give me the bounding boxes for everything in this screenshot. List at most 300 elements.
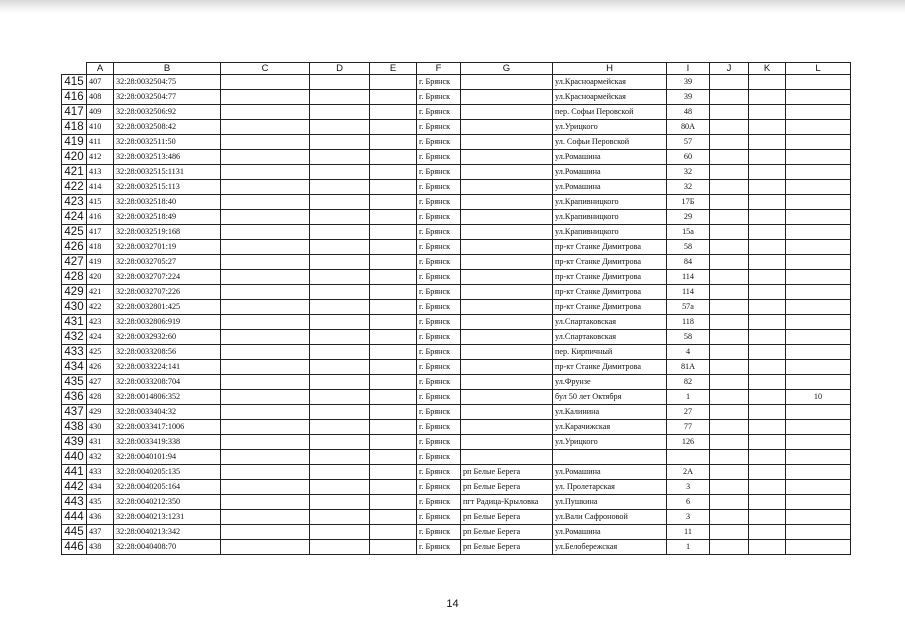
cell-j xyxy=(710,285,749,300)
cell-b: 32:28:0040213:1231 xyxy=(114,510,221,525)
cell-j xyxy=(710,450,749,465)
column-header-k: K xyxy=(749,63,786,75)
table-row xyxy=(62,255,851,270)
cell-e xyxy=(370,525,417,540)
cell-d xyxy=(310,465,370,480)
cell-d xyxy=(310,120,370,135)
table-row xyxy=(62,480,851,495)
corner-cell xyxy=(62,63,87,75)
cell-b: 32:28:0014806:352 xyxy=(114,390,221,405)
cell-g xyxy=(461,270,553,285)
cell-f: г. Брянск xyxy=(417,375,461,390)
cell-k xyxy=(749,150,786,165)
cell-c xyxy=(221,315,310,330)
cell-l xyxy=(786,315,851,330)
row-number: 434 xyxy=(62,360,87,375)
cell-h: ул.Ромашина xyxy=(553,525,667,540)
cell-f: г. Брянск xyxy=(417,465,461,480)
cell-b: 32:28:0033208:56 xyxy=(114,345,221,360)
cell-f: г. Брянск xyxy=(417,75,461,90)
cell-l: 10 xyxy=(786,390,851,405)
column-header-h: H xyxy=(553,63,667,75)
cell-e xyxy=(370,330,417,345)
cell-d xyxy=(310,195,370,210)
cell-g xyxy=(461,165,553,180)
cell-e xyxy=(370,285,417,300)
cell-h: пр-кт Станке Димитрова xyxy=(553,270,667,285)
cell-f: г. Брянск xyxy=(417,420,461,435)
cell-a: 420 xyxy=(87,270,114,285)
cell-l xyxy=(786,510,851,525)
cell-f: г. Брянск xyxy=(417,225,461,240)
cell-l xyxy=(786,240,851,255)
cell-d xyxy=(310,105,370,120)
row-number: 442 xyxy=(62,480,87,495)
row-number: 417 xyxy=(62,105,87,120)
cell-c xyxy=(221,465,310,480)
table-row xyxy=(62,435,851,450)
cell-d xyxy=(310,495,370,510)
cell-g xyxy=(461,105,553,120)
cell-d xyxy=(310,360,370,375)
column-header-e: E xyxy=(370,63,417,75)
row-number: 427 xyxy=(62,255,87,270)
column-header-l: L xyxy=(786,63,851,75)
cell-c xyxy=(221,75,310,90)
cell-g xyxy=(461,420,553,435)
cell-b: 32:28:0032705:27 xyxy=(114,255,221,270)
cell-j xyxy=(710,360,749,375)
cell-i: 1 xyxy=(667,390,710,405)
cell-h: ул.Фрунзе xyxy=(553,375,667,390)
cell-b: 32:28:0032504:77 xyxy=(114,90,221,105)
cell-i: 3 xyxy=(667,480,710,495)
cell-c xyxy=(221,525,310,540)
cell-k xyxy=(749,390,786,405)
cell-j xyxy=(710,255,749,270)
cell-h: ул.Ромашина xyxy=(553,465,667,480)
cell-h: ул.Белобережская xyxy=(553,540,667,555)
row-number: 420 xyxy=(62,150,87,165)
row-number: 419 xyxy=(62,135,87,150)
cell-f: г. Брянск xyxy=(417,450,461,465)
cell-h: ул.Спартаковская xyxy=(553,315,667,330)
column-header-j: J xyxy=(710,63,749,75)
cell-c xyxy=(221,375,310,390)
cell-h: ул.Пушкина xyxy=(553,495,667,510)
cell-k xyxy=(749,75,786,90)
table-row xyxy=(62,390,851,405)
table-row xyxy=(62,120,851,135)
cell-i: 118 xyxy=(667,315,710,330)
cell-a: 422 xyxy=(87,300,114,315)
cell-d xyxy=(310,480,370,495)
cell-i: 6 xyxy=(667,495,710,510)
cell-c xyxy=(221,330,310,345)
cell-k xyxy=(749,360,786,375)
cell-h: ул.Урицкого xyxy=(553,120,667,135)
cell-e xyxy=(370,75,417,90)
cell-j xyxy=(710,270,749,285)
cell-k xyxy=(749,525,786,540)
cell-j xyxy=(710,105,749,120)
cell-b: 32:28:0032707:224 xyxy=(114,270,221,285)
cell-d xyxy=(310,135,370,150)
cell-g xyxy=(461,390,553,405)
cell-f: г. Брянск xyxy=(417,390,461,405)
cell-k xyxy=(749,120,786,135)
cell-b: 32:28:0032515:1131 xyxy=(114,165,221,180)
cell-f: г. Брянск xyxy=(417,300,461,315)
cell-g xyxy=(461,375,553,390)
cell-g xyxy=(461,300,553,315)
cell-g xyxy=(461,210,553,225)
table-row xyxy=(62,300,851,315)
table-row xyxy=(62,330,851,345)
column-header-a: A xyxy=(87,63,114,75)
cell-a: 409 xyxy=(87,105,114,120)
cell-k xyxy=(749,195,786,210)
cell-e xyxy=(370,195,417,210)
row-number: 444 xyxy=(62,510,87,525)
cell-j xyxy=(710,420,749,435)
cell-l xyxy=(786,135,851,150)
cell-i: 84 xyxy=(667,255,710,270)
cell-c xyxy=(221,540,310,555)
cell-f: г. Брянск xyxy=(417,270,461,285)
cell-c xyxy=(221,270,310,285)
cell-f: г. Брянск xyxy=(417,405,461,420)
cell-a: 407 xyxy=(87,75,114,90)
cell-a: 430 xyxy=(87,420,114,435)
cell-a: 425 xyxy=(87,345,114,360)
cell-j xyxy=(710,75,749,90)
cell-i: 11 xyxy=(667,525,710,540)
row-number: 439 xyxy=(62,435,87,450)
table-row xyxy=(62,90,851,105)
cell-f: г. Брянск xyxy=(417,90,461,105)
cell-j xyxy=(710,540,749,555)
cell-k xyxy=(749,540,786,555)
cell-g: рп Белые Берега xyxy=(461,465,553,480)
scan-edge xyxy=(0,0,905,14)
cell-e xyxy=(370,465,417,480)
cell-b: 32:28:0040212:350 xyxy=(114,495,221,510)
cell-i: 60 xyxy=(667,150,710,165)
cell-b: 32:28:0032801:425 xyxy=(114,300,221,315)
cell-j xyxy=(710,135,749,150)
cell-e xyxy=(370,120,417,135)
cell-a: 415 xyxy=(87,195,114,210)
cell-g xyxy=(461,330,553,345)
cell-d xyxy=(310,270,370,285)
cell-a: 436 xyxy=(87,510,114,525)
cell-h: ул.Крапивницкого xyxy=(553,195,667,210)
cell-l xyxy=(786,405,851,420)
cell-g: пгт Радица-Крыловка xyxy=(461,495,553,510)
cell-c xyxy=(221,210,310,225)
cell-e xyxy=(370,510,417,525)
cell-i: 114 xyxy=(667,270,710,285)
cell-a: 418 xyxy=(87,240,114,255)
cell-a: 421 xyxy=(87,285,114,300)
cell-g: рп Белые Берега xyxy=(461,510,553,525)
cell-b: 32:28:0032707:226 xyxy=(114,285,221,300)
row-number: 437 xyxy=(62,405,87,420)
cell-k xyxy=(749,135,786,150)
spreadsheet-table xyxy=(61,62,851,555)
cell-g: рп Белые Берега xyxy=(461,480,553,495)
cell-f: г. Брянск xyxy=(417,105,461,120)
cell-k xyxy=(749,345,786,360)
cell-l xyxy=(786,165,851,180)
cell-g xyxy=(461,240,553,255)
cell-a: 416 xyxy=(87,210,114,225)
cell-h: пр-кт Станке Димитрова xyxy=(553,285,667,300)
cell-l xyxy=(786,75,851,90)
cell-l xyxy=(786,105,851,120)
cell-h: ул.Ромашина xyxy=(553,150,667,165)
cell-i: 4 xyxy=(667,345,710,360)
cell-b: 32:28:0032518:40 xyxy=(114,195,221,210)
cell-b: 32:28:0032932:60 xyxy=(114,330,221,345)
table-row xyxy=(62,420,851,435)
table-row xyxy=(62,495,851,510)
cell-l xyxy=(786,525,851,540)
cell-h: ул.Ромашина xyxy=(553,165,667,180)
column-header-d: D xyxy=(310,63,370,75)
cell-c xyxy=(221,105,310,120)
row-number: 424 xyxy=(62,210,87,225)
cell-b: 32:28:0032701:19 xyxy=(114,240,221,255)
cell-g xyxy=(461,120,553,135)
cell-i: 80А xyxy=(667,120,710,135)
cell-b: 32:28:0032504:75 xyxy=(114,75,221,90)
cell-k xyxy=(749,255,786,270)
cell-f: г. Брянск xyxy=(417,150,461,165)
cell-l xyxy=(786,495,851,510)
cell-i: 39 xyxy=(667,90,710,105)
cell-c xyxy=(221,195,310,210)
row-number: 421 xyxy=(62,165,87,180)
cell-g xyxy=(461,150,553,165)
cell-e xyxy=(370,135,417,150)
cell-k xyxy=(749,105,786,120)
cell-j xyxy=(710,480,749,495)
cell-c xyxy=(221,255,310,270)
column-header-i: I xyxy=(667,63,710,75)
table-row xyxy=(62,405,851,420)
table-row xyxy=(62,315,851,330)
row-number: 432 xyxy=(62,330,87,345)
table-row xyxy=(62,345,851,360)
cell-a: 427 xyxy=(87,375,114,390)
cell-e xyxy=(370,315,417,330)
cell-h: ул.Крапивницкого xyxy=(553,225,667,240)
cell-c xyxy=(221,225,310,240)
cell-l xyxy=(786,300,851,315)
cell-h: пр-кт Станке Димитрова xyxy=(553,240,667,255)
cell-e xyxy=(370,450,417,465)
cell-d xyxy=(310,210,370,225)
cell-g xyxy=(461,360,553,375)
table-row xyxy=(62,540,851,555)
cell-f: г. Брянск xyxy=(417,285,461,300)
table-row xyxy=(62,105,851,120)
cell-l xyxy=(786,480,851,495)
row-number: 428 xyxy=(62,270,87,285)
cell-e xyxy=(370,360,417,375)
cell-e xyxy=(370,390,417,405)
cell-k xyxy=(749,375,786,390)
table-row xyxy=(62,450,851,465)
cell-d xyxy=(310,300,370,315)
cell-h: ул.Ромашина xyxy=(553,180,667,195)
cell-k xyxy=(749,270,786,285)
cell-l xyxy=(786,225,851,240)
cell-e xyxy=(370,180,417,195)
cell-l xyxy=(786,345,851,360)
row-number: 446 xyxy=(62,540,87,555)
cell-k xyxy=(749,405,786,420)
row-number: 426 xyxy=(62,240,87,255)
cell-c xyxy=(221,420,310,435)
cell-i: 27 xyxy=(667,405,710,420)
row-number: 443 xyxy=(62,495,87,510)
cell-f: г. Брянск xyxy=(417,525,461,540)
cell-h: ул.Спартаковская xyxy=(553,330,667,345)
cell-k xyxy=(749,225,786,240)
cell-a: 419 xyxy=(87,255,114,270)
cell-b: 32:28:0040205:164 xyxy=(114,480,221,495)
cell-d xyxy=(310,405,370,420)
cell-e xyxy=(370,105,417,120)
cell-j xyxy=(710,150,749,165)
table-row xyxy=(62,210,851,225)
table-row xyxy=(62,180,851,195)
cell-k xyxy=(749,480,786,495)
cell-k xyxy=(749,465,786,480)
row-number: 423 xyxy=(62,195,87,210)
page-number: 14 xyxy=(446,598,459,610)
table-row xyxy=(62,465,851,480)
cell-c xyxy=(221,510,310,525)
cell-e xyxy=(370,345,417,360)
cell-l xyxy=(786,120,851,135)
cell-b: 32:28:0032519:168 xyxy=(114,225,221,240)
cell-l xyxy=(786,375,851,390)
cell-d xyxy=(310,240,370,255)
cell-g xyxy=(461,450,553,465)
table-row xyxy=(62,195,851,210)
row-number: 433 xyxy=(62,345,87,360)
cell-f: г. Брянск xyxy=(417,495,461,510)
row-number: 425 xyxy=(62,225,87,240)
cell-l xyxy=(786,285,851,300)
cell-d xyxy=(310,255,370,270)
table-row xyxy=(62,525,851,540)
cell-k xyxy=(749,450,786,465)
cell-d xyxy=(310,390,370,405)
cell-i: 81А xyxy=(667,360,710,375)
row-number: 418 xyxy=(62,120,87,135)
cell-e xyxy=(370,210,417,225)
cell-j xyxy=(710,465,749,480)
cell-f: г. Брянск xyxy=(417,480,461,495)
cell-j xyxy=(710,345,749,360)
cell-d xyxy=(310,420,370,435)
cell-g xyxy=(461,345,553,360)
cell-g xyxy=(461,195,553,210)
cell-b: 32:28:0032513:486 xyxy=(114,150,221,165)
row-number: 430 xyxy=(62,300,87,315)
cell-j xyxy=(710,120,749,135)
row-number: 431 xyxy=(62,315,87,330)
cell-k xyxy=(749,240,786,255)
cell-f: г. Брянск xyxy=(417,330,461,345)
cell-h: пер. Софьи Перовской xyxy=(553,105,667,120)
cell-b: 32:28:0040101:94 xyxy=(114,450,221,465)
cell-g xyxy=(461,225,553,240)
row-number: 416 xyxy=(62,90,87,105)
cell-h: ул.Вали Сафроновой xyxy=(553,510,667,525)
cell-k xyxy=(749,165,786,180)
cell-h: пер. Кирпичный xyxy=(553,345,667,360)
cell-c xyxy=(221,285,310,300)
cell-k xyxy=(749,435,786,450)
cell-e xyxy=(370,270,417,285)
column-header-c: C xyxy=(221,63,310,75)
row-number: 415 xyxy=(62,75,87,90)
table-row xyxy=(62,360,851,375)
cell-j xyxy=(710,390,749,405)
cell-j xyxy=(710,330,749,345)
cell-a: 417 xyxy=(87,225,114,240)
cell-j xyxy=(710,435,749,450)
cell-f: г. Брянск xyxy=(417,345,461,360)
cell-b: 32:28:0033417:1006 xyxy=(114,420,221,435)
cell-k xyxy=(749,285,786,300)
cell-c xyxy=(221,240,310,255)
cell-d xyxy=(310,225,370,240)
column-header-row xyxy=(62,63,851,75)
cell-j xyxy=(710,405,749,420)
table-row xyxy=(62,135,851,150)
cell-h: ул.Красноармейская xyxy=(553,90,667,105)
cell-l xyxy=(786,255,851,270)
table-row xyxy=(62,150,851,165)
cell-d xyxy=(310,285,370,300)
cell-c xyxy=(221,345,310,360)
cell-g xyxy=(461,405,553,420)
cell-e xyxy=(370,165,417,180)
cell-l xyxy=(786,360,851,375)
cell-i: 126 xyxy=(667,435,710,450)
cell-e xyxy=(370,225,417,240)
cell-d xyxy=(310,330,370,345)
cell-j xyxy=(710,195,749,210)
cell-l xyxy=(786,435,851,450)
cell-a: 414 xyxy=(87,180,114,195)
cell-h xyxy=(553,450,667,465)
cell-g xyxy=(461,135,553,150)
row-number: 429 xyxy=(62,285,87,300)
cell-d xyxy=(310,525,370,540)
cell-h: бул 50 лет Октября xyxy=(553,390,667,405)
cell-l xyxy=(786,330,851,345)
cell-l xyxy=(786,180,851,195)
cell-d xyxy=(310,345,370,360)
